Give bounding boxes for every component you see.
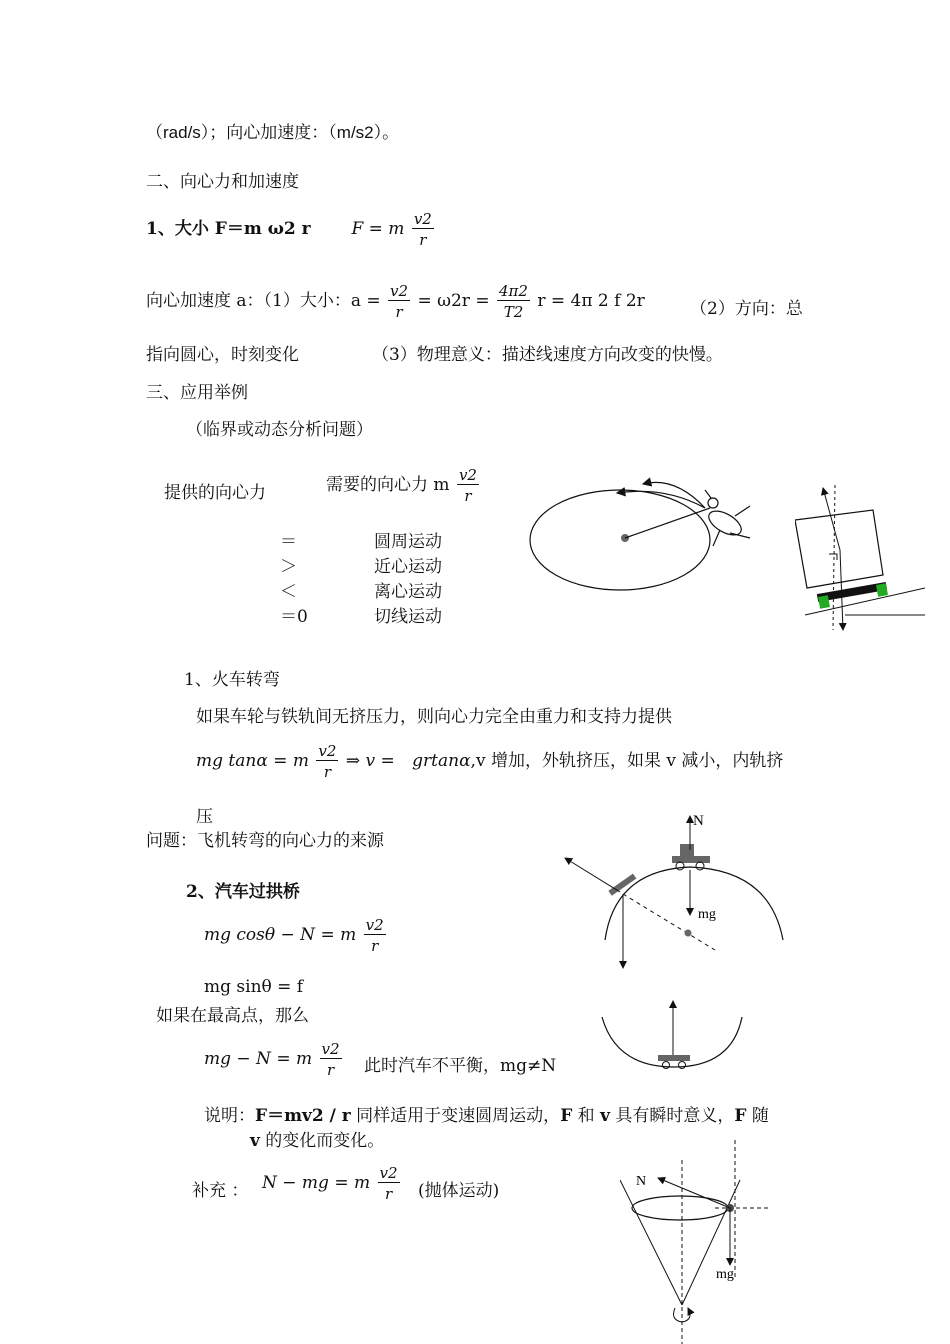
beetle-icon (705, 490, 750, 546)
train-tail2: 压 (196, 807, 213, 827)
train-sqrt: grtanα (412, 751, 471, 771)
note-bold4: F (734, 1106, 747, 1126)
accel-f2-den: T2 (503, 303, 524, 321)
bridge-eq1-num: v2 (365, 916, 384, 934)
train-desc: 如果车轮与铁轨间无挤压力，则向心力完全由重力和支持力提供 (196, 707, 672, 727)
train-lhs: mg tanα = m (196, 751, 309, 771)
note-bold3: v (600, 1106, 610, 1126)
note-line1 (204, 1101, 769, 1126)
note-prefix: 说明： (204, 1106, 255, 1126)
cone-figure (620, 1140, 775, 1344)
bridge-eq3 (204, 1040, 344, 1079)
accel-line2: 指向圆心，时刻变化 (146, 345, 299, 365)
arch-bridge-figure (555, 810, 790, 975)
item1-label: 1、大小 F＝m ω2 r (146, 219, 311, 239)
bridge-top-note: 如果在最高点，那么 (156, 1006, 309, 1026)
units-line: （rad/s）；向心加速度：（m/s2）。 (146, 123, 400, 142)
train-formula (196, 742, 783, 781)
concave-bridge-figure (596, 995, 751, 1075)
supplement-formula (262, 1164, 402, 1203)
accel-f1-num: v2 (390, 282, 409, 300)
compare-sym-2: ＜ (280, 582, 297, 602)
compare-num: v2 (458, 466, 477, 484)
train-num: v2 (318, 742, 337, 760)
accel-f1-den: r (395, 303, 403, 321)
compare-provided: 提供的向心力 (164, 483, 266, 503)
section-title-force: 二、向心力和加速度 (146, 172, 299, 192)
supplement-den: r (384, 1185, 393, 1203)
bridge-mg-label: mg (698, 907, 716, 922)
supplement-num: v2 (379, 1164, 398, 1182)
note-line2-text: 的变化而变化。 (259, 1131, 385, 1151)
bridge-title: 2、汽车过拱桥 (186, 882, 300, 902)
accel-formula (146, 282, 645, 321)
bridge-eq1 (204, 916, 388, 955)
note-bold2: F (560, 1106, 573, 1126)
note-mid4: 随 (746, 1106, 769, 1126)
supplement-lhs: N − mg = m (262, 1173, 371, 1193)
cone-mg-label: mg (716, 1267, 734, 1282)
compare-required (326, 466, 481, 505)
item1-den: r (419, 231, 427, 249)
note-mid3: 具有瞬时意义， (609, 1106, 735, 1126)
train-tail: ,v 增加，外轨挤压，如果 v 减小，内轨挤 (470, 751, 784, 771)
supplement-label: 补充 ： (192, 1181, 249, 1201)
bridge-eq3-note: 此时汽车不平衡，mg≠N (364, 1056, 557, 1076)
note-bold1: F＝mv2 / r (255, 1106, 351, 1126)
sub-note: （临界或动态分析问题） (186, 420, 373, 440)
bridge-eq3-den: r (326, 1061, 335, 1079)
train-title: 1、火车转弯 (184, 670, 280, 690)
cone-n-label: N (636, 1174, 647, 1189)
compare-sym-3: ＝0 (280, 607, 308, 627)
formula-magnitude (146, 210, 436, 249)
bridge-eq3-num: v2 (321, 1040, 340, 1058)
accel-meaning: （3）物理意义：描述线速度方向改变的快慢。 (372, 345, 723, 365)
bridge-eq1-lhs: mg cosθ − N = m (204, 925, 357, 945)
note-mid1: 同样适用于变速圆周运动， (350, 1106, 561, 1126)
section-title-examples: 三、应用举例 (146, 383, 248, 403)
compare-motion-3: 切线运动 (374, 607, 442, 627)
compare-sym-1: ＞ (280, 557, 297, 577)
note-line2-bold: v (250, 1131, 260, 1151)
note-mid2: 和 (572, 1106, 601, 1126)
tipping-box-figure (795, 480, 930, 640)
compare-motion-2: 离心运动 (374, 582, 442, 602)
accel-tail: r = 4π 2 f 2r (537, 291, 645, 311)
plane-question: 问题：飞机转弯的向心力的来源 (146, 831, 384, 851)
item1-num: v2 (413, 210, 432, 228)
accel-prefix: 向心加速度 a：（1）大小：a = (146, 291, 381, 311)
bridge-n-label: N (693, 813, 704, 829)
compare-sym-0: ＝ (280, 532, 297, 552)
bridge-eq2: mg sinθ = f (204, 977, 304, 997)
compare-motion-1: 近心运动 (374, 557, 442, 577)
accel-direction: （2）方向：总 (690, 299, 803, 319)
item1-lhs: F = m (351, 219, 405, 239)
train-den: r (323, 763, 331, 781)
accel-f2-num: 4π2 (499, 282, 528, 300)
note-line2 (250, 1126, 384, 1151)
compare-den: r (464, 487, 472, 505)
circle-motion-figure (525, 468, 765, 608)
train-rhs: ⇒ v = (345, 751, 395, 771)
supplement-note: (抛体运动) (418, 1181, 500, 1201)
accel-mid: = ω2r = (417, 291, 490, 311)
compare-motion-0: 圆周运动 (374, 532, 442, 552)
bridge-eq1-den: r (371, 937, 379, 955)
bridge-eq3-lhs: mg − N = m (204, 1049, 313, 1069)
compare-required-label: 需要的向心力 m (326, 475, 450, 495)
